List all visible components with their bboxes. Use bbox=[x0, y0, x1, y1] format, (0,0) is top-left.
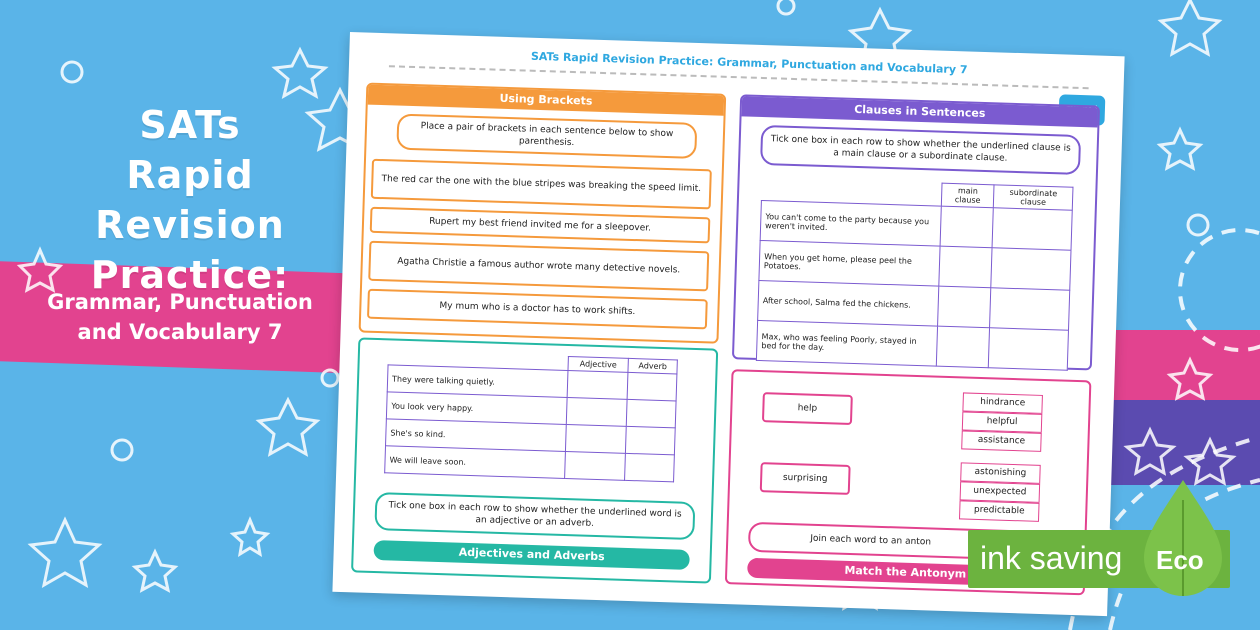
antonym-option[interactable]: assistance bbox=[961, 430, 1042, 452]
adjectives-instruction: Tick one box in each row to show whether the underlined word is an adjective or an adverb. bbox=[374, 492, 695, 540]
adjectives-heading: Adjectives and Adverbs bbox=[373, 540, 689, 570]
adjective-row-text: We will leave soon. bbox=[385, 446, 566, 479]
tick-box[interactable] bbox=[989, 328, 1069, 370]
antonym-instruction: Join each word to an anton bbox=[748, 522, 1069, 562]
eco-badge-label: ink saving bbox=[980, 540, 1123, 576]
tick-box[interactable] bbox=[938, 286, 991, 328]
brackets-sentence[interactable]: Agatha Christie a famous author wrote many detective novels. bbox=[368, 241, 709, 292]
tick-box[interactable] bbox=[625, 453, 675, 482]
brackets-sentence[interactable]: Rupert my best friend invited me for a sleepover. bbox=[370, 207, 711, 244]
brackets-panel bbox=[359, 83, 727, 344]
tick-box[interactable] bbox=[936, 326, 989, 368]
hero-subtitle bbox=[30, 287, 330, 347]
clause-row-text: After school, Salma fed the chickens. bbox=[758, 280, 939, 326]
clause-row-text: Max, who was feeling Poorly, stayed in bed for the day. bbox=[756, 320, 937, 366]
tick-box[interactable] bbox=[565, 451, 626, 480]
tick-box[interactable] bbox=[566, 398, 627, 427]
tick-box[interactable] bbox=[939, 246, 992, 288]
clauses-heading: Clauses in Sentences bbox=[742, 96, 1098, 127]
tick-box[interactable] bbox=[992, 208, 1072, 250]
tick-box[interactable] bbox=[625, 426, 675, 455]
adjective-row-text: You look very happy. bbox=[386, 392, 567, 425]
tick-box[interactable] bbox=[990, 288, 1070, 330]
hero-title-line: SATs bbox=[139, 103, 241, 147]
adjectives-panel bbox=[351, 337, 718, 583]
hero-title bbox=[30, 100, 350, 300]
antonym-word[interactable]: help bbox=[762, 392, 853, 425]
antonym-option[interactable]: astonishing bbox=[960, 462, 1041, 484]
antonym-word[interactable]: surprising bbox=[760, 462, 851, 495]
adjectives-table bbox=[384, 350, 678, 482]
hero-subtitle-line: Grammar, Punctuation bbox=[47, 290, 313, 314]
adjective-row-text: She's so kind. bbox=[386, 419, 567, 452]
clauses-instruction: Tick one box in each row to show whether the underlined clause is a main clause or a subordinate clause. bbox=[760, 125, 1081, 175]
eco-badge-tag: Eco bbox=[1156, 545, 1204, 575]
antonym-option[interactable]: helpful bbox=[962, 411, 1043, 433]
clauses-table bbox=[756, 177, 1074, 371]
worksheet-preview[interactable] bbox=[332, 32, 1124, 616]
brackets-sentence[interactable]: My mum who is a doctor has to work shifts. bbox=[367, 289, 708, 330]
antonym-option[interactable]: predictable bbox=[959, 500, 1040, 522]
clause-row-text: You can't come to the party because you weren't invited. bbox=[760, 201, 941, 247]
column-header: subordinate clause bbox=[994, 185, 1073, 210]
column-header: main clause bbox=[941, 183, 994, 208]
clauses-panel bbox=[732, 94, 1100, 370]
tick-box[interactable] bbox=[940, 206, 993, 248]
adjective-row-text: They were talking quietly. bbox=[387, 365, 568, 398]
column-header: Adjective bbox=[568, 357, 628, 373]
brackets-heading: Using Brackets bbox=[368, 85, 724, 116]
brackets-sentence[interactable]: The red car the one with the blue stripes was breaking the speed limit. bbox=[371, 159, 712, 210]
column-header: Adverb bbox=[628, 358, 677, 374]
hero-title-line: Practice: bbox=[90, 253, 290, 297]
clause-row-text: When you get home, please peel the Potatoes. bbox=[759, 240, 940, 286]
tick-box[interactable] bbox=[991, 248, 1071, 290]
antonym-heading: Match the Antonym bbox=[747, 558, 1063, 588]
antonym-option[interactable]: hindrance bbox=[962, 392, 1043, 414]
tick-box[interactable] bbox=[626, 399, 676, 428]
leaf-icon bbox=[1142, 480, 1224, 600]
tick-box[interactable] bbox=[565, 424, 626, 453]
antonym-option[interactable]: unexpected bbox=[960, 481, 1041, 503]
tick-box[interactable] bbox=[627, 372, 677, 401]
hero-title-line: Rapid Revision bbox=[95, 153, 285, 247]
worksheet-title: SATs Rapid Revision Practice: Grammar, Punctuation and Vocabulary 7 bbox=[530, 49, 968, 77]
hero-subtitle-line: and Vocabulary 7 bbox=[77, 320, 283, 344]
tick-box[interactable] bbox=[567, 371, 628, 400]
brackets-instruction: Place a pair of brackets in each sentence below to show parenthesis. bbox=[396, 114, 697, 159]
